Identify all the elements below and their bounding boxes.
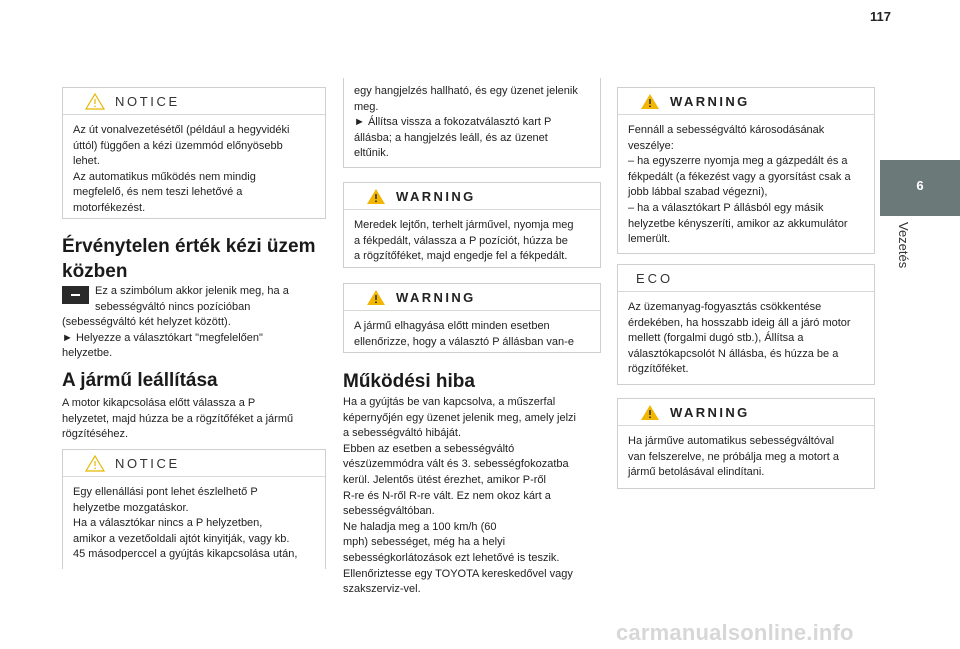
gear-invalid-indicator-icon [62, 286, 89, 304]
notice-text: Egy ellenállási pont lehet észlelhető P helyzetbe mozgatáskor. Ha a választókar nincs a P helyzetben, amikor a vezetőoldali ajtót kinyitják, vagy kb. 45 másodperccel a gyújtás kikapcsolása után, [73, 486, 298, 561]
notice-header [63, 450, 325, 477]
warning-box-steep-slope [343, 182, 601, 268]
warning-triangle-icon [640, 404, 660, 421]
warning-text: Meredek lejtőn, terhelt járművel, nyomja meg a fékpedált, válassza a P pozíciót, húzza be a rögzítőféket, majd engedje fel a fékpedált. [354, 219, 574, 263]
eco-label: ECO [636, 271, 674, 286]
warning-text: A jármű elhagyása előtt minden esetben ellenőrizze, hogy a választó P állásban van-e [354, 320, 574, 348]
invalid-value-paragraph: Ez a szimbólum akkor jelenik meg, ha a sebességváltó nincs pozícióban (sebességváltó két helyzet között). ► Helyezze a választókart "megfelelően" helyzetbe. [62, 285, 289, 360]
warning-header [618, 399, 874, 426]
notice-box-continued [343, 78, 601, 168]
notice-box-manual-mode [62, 87, 326, 219]
notice-label: NOTICE [115, 456, 180, 471]
watermark: carmanualsonline.info [616, 620, 854, 645]
eco-header [618, 265, 874, 292]
caution-triangle-icon [85, 455, 105, 472]
warning-label: WARNING [396, 189, 476, 204]
notice-box-resistance [62, 449, 326, 569]
page-number: 117 [870, 9, 891, 24]
warning-label: WARNING [396, 290, 476, 305]
eco-box [617, 264, 875, 385]
eco-text: Az üzemanyag-fogyasztás csökkentése érdekében, ha hosszabb ideig áll a járó motor mellett (forgalmi dugó stb.), Állítsa a választókapcsolót N állásba, és húzza be a rögzítőféket. [628, 301, 851, 376]
warning-text: Ha járműve automatikus sebességváltóval van felszerelve, ne próbálja meg a motort a jármű betolásával elindítani. [628, 435, 839, 479]
section-heading-malfunction: Működési hiba [343, 371, 475, 392]
warning-label: WARNING [670, 94, 750, 109]
notice-text: egy hangjelzés hallható, és egy üzenet jelenik meg. ► Állítsa vissza a fokozatválasztó kart P állásba; a hangjelzés leáll, és az üzenet eltűnik. [354, 85, 578, 160]
warning-box-leaving-vehicle [343, 283, 601, 353]
warning-box-transmission-damage [617, 87, 875, 254]
notice-header [63, 88, 325, 115]
stopping-paragraph: A motor kikapcsolása előtt válassza a P helyzetet, majd húzza be a rögzítőféket a jármű rögzítéséhez. [62, 397, 294, 441]
notice-label: NOTICE [115, 94, 180, 109]
chapter-tab[interactable] [880, 160, 960, 216]
warning-triangle-icon [366, 289, 386, 306]
warning-header [618, 88, 874, 115]
warning-label: WARNING [670, 405, 750, 420]
warning-header [344, 284, 600, 311]
chapter-number: 6 [916, 178, 924, 193]
malfunction-paragraph: Ha a gyújtás be van kapcsolva, a műszerfal képernyőjén egy üzenet jelenik meg, amely jelzi a sebességváltó hibáját. Ebben az esetben a sebességváltó vészüzemmódra vált és 3. sebességfokozatba kerül. Jelentős ütést érezhet, amikor P-ről R-re és N-ről R-re vált. Ez nem okoz kárt a sebességváltóban. Ne haladja meg a 100 km/h (60 mph) sebességet, még ha a helyi sebességkorlátozások ezt lehetővé is teszik. Ellenőriztesse egy TOYOTA kereskedővel vagy szakszerviz-vel. [343, 396, 576, 596]
warning-triangle-icon [366, 188, 386, 205]
warning-text: Fennáll a sebességváltó károsodásának veszélye: – ha egyszerre nyomja meg a gázpedált és a fékpedált (a fékezést vagy a gyorsítást csak a jobb lábbal szabad végezni), – ha a választókart P állásból egy másik helyzetbe kényszeríti, amikor az akkumulátor lemerült. [628, 124, 851, 246]
caution-triangle-icon [85, 93, 105, 110]
warning-box-push-start [617, 398, 875, 489]
warning-header [344, 183, 600, 210]
chapter-label: Vezetés [896, 222, 911, 269]
section-heading-stopping-vehicle: A jármű leállítása [62, 370, 218, 391]
section-heading-invalid-value: Érvénytelen érték kézi üzem közben [62, 236, 316, 282]
notice-text: Az út vonalvezetésétől (például a hegyvidéki úttól) függően a kézi üzemmód előnyösebb lehet. Az automatikus működés nem mindig megfelelő, és nem teszi lehetővé a motorfékezést. [73, 124, 290, 214]
warning-triangle-icon [640, 93, 660, 110]
